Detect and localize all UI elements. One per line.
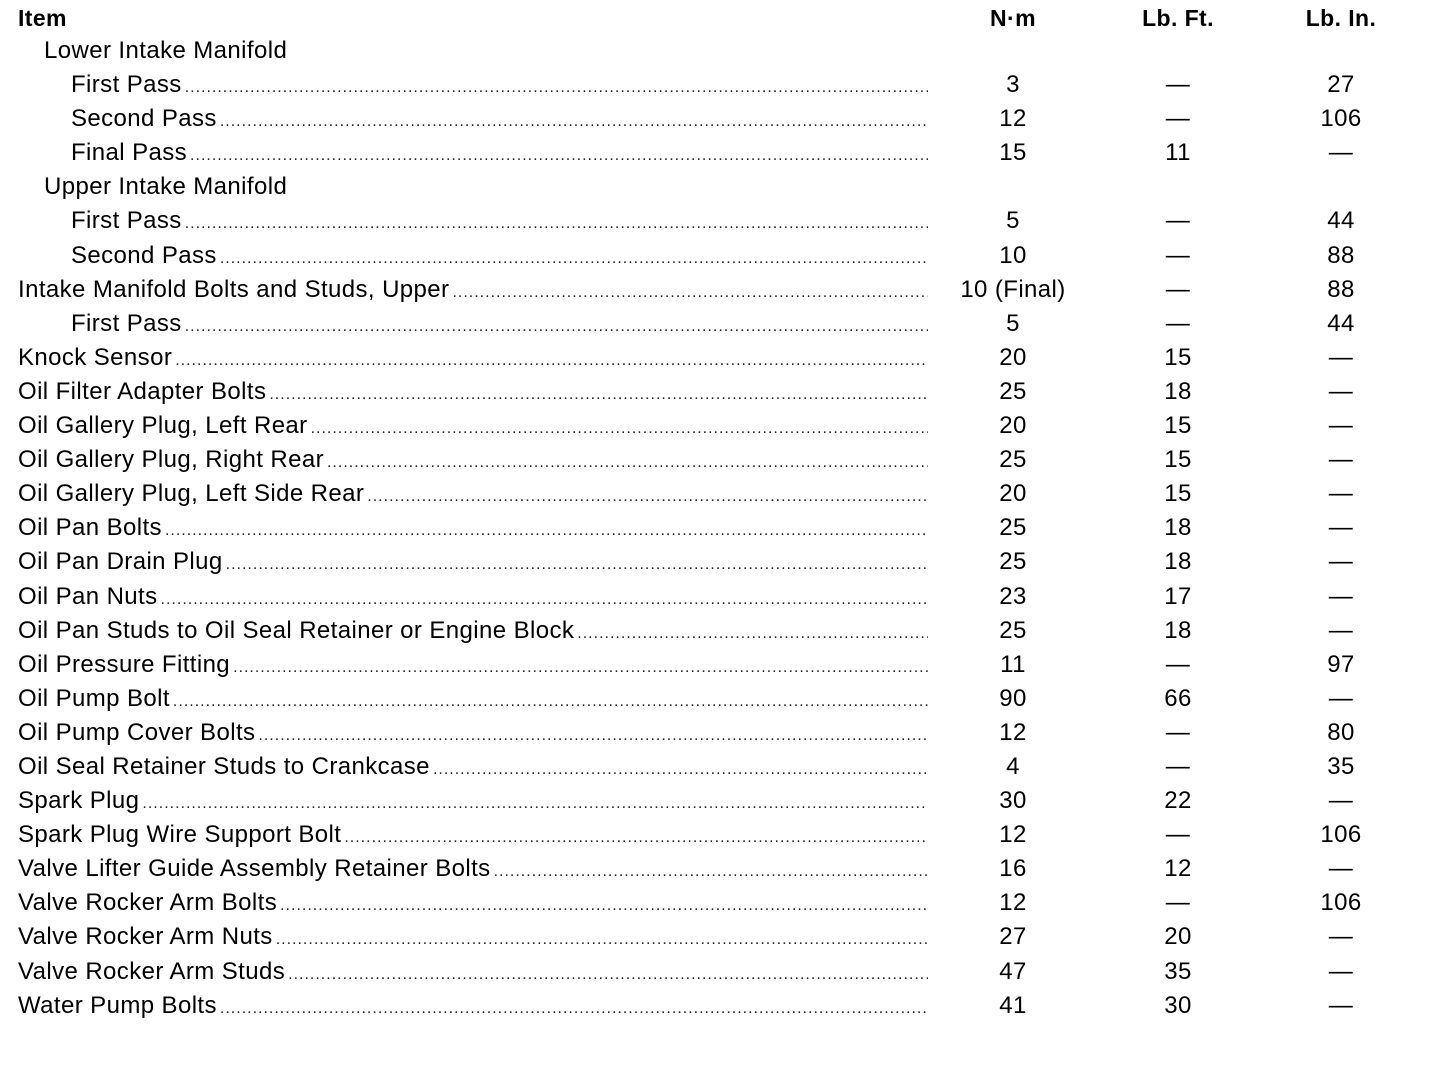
lbft-value: — <box>1165 241 1191 269</box>
lbft-value: 30 <box>1164 991 1192 1019</box>
item-cell <box>18 477 928 514</box>
table-row <box>18 102 1438 136</box>
nm-value: 20 <box>999 343 1027 371</box>
nm-value: 41 <box>999 991 1027 1019</box>
nm-value: 16 <box>999 855 1027 883</box>
item-cell <box>18 682 928 719</box>
lbin-value: — <box>1328 616 1354 644</box>
item-label: Intake Manifold Bolts and Studs, Upper <box>18 275 450 303</box>
dot-leader <box>190 139 928 173</box>
item-cell <box>18 34 928 68</box>
table-row <box>18 580 1438 614</box>
header-item <box>18 2 928 34</box>
lbin-value: — <box>1328 480 1354 508</box>
item-cell <box>18 341 928 378</box>
table-row <box>18 34 1438 68</box>
table-row <box>18 307 1438 341</box>
item-label: Oil Gallery Plug, Left Rear <box>18 412 308 440</box>
dot-leader <box>258 719 928 753</box>
nm-value: 20 <box>999 480 1027 508</box>
lbft-value: — <box>1165 889 1191 917</box>
lbin-value: — <box>1328 343 1354 371</box>
dot-leader <box>165 514 928 548</box>
lbin-value: 27 <box>1327 71 1355 99</box>
nm-value: 27 <box>999 923 1027 951</box>
header-lbft: Lb. Ft. <box>1142 5 1214 31</box>
lbft-value: 15 <box>1164 446 1192 474</box>
lbin-value: 80 <box>1327 718 1355 746</box>
lbft-value: 18 <box>1164 377 1192 405</box>
item-cell <box>18 102 928 139</box>
dot-leader <box>142 787 928 821</box>
lbft-value: — <box>1165 207 1191 235</box>
nm-value: 12 <box>999 821 1027 849</box>
lbft-value: — <box>1165 71 1191 99</box>
nm-value: 4 <box>1006 752 1020 780</box>
dot-leader <box>185 310 928 344</box>
item-cell <box>18 580 928 617</box>
item-label: Oil Gallery Plug, Left Side Rear <box>18 480 365 508</box>
table-row <box>18 170 1438 204</box>
table-row <box>18 443 1438 477</box>
table-row <box>18 716 1438 750</box>
item-cell <box>18 886 928 923</box>
item-cell <box>18 955 928 992</box>
lbin-value: — <box>1328 923 1354 951</box>
nm-value: 25 <box>999 514 1027 542</box>
header-item-label: Item <box>18 5 67 31</box>
nm-value: 20 <box>999 412 1027 440</box>
dot-leader <box>185 207 928 241</box>
nm-value: 25 <box>999 616 1027 644</box>
item-cell <box>18 511 928 548</box>
item-label: Oil Pump Cover Bolts <box>18 718 256 746</box>
item-label: Upper Intake Manifold <box>44 173 288 201</box>
item-label: Second Pass <box>71 241 217 269</box>
item-cell <box>18 716 928 753</box>
dot-leader <box>175 344 928 378</box>
item-label: Oil Seal Retainer Studs to Crankcase <box>18 752 430 780</box>
item-label: First Pass <box>71 71 182 99</box>
item-cell <box>18 750 928 787</box>
table-row <box>18 989 1438 1023</box>
lbft-value: — <box>1165 309 1191 337</box>
item-cell <box>18 204 928 241</box>
dot-leader <box>577 617 928 651</box>
lbin-value: — <box>1328 787 1354 815</box>
item-label: Oil Pan Bolts <box>18 514 162 542</box>
dot-leader <box>185 71 928 105</box>
nm-value: 30 <box>999 787 1027 815</box>
item-cell <box>18 989 928 1026</box>
dot-leader <box>161 583 928 617</box>
item-cell <box>18 648 928 685</box>
item-cell <box>18 307 928 344</box>
item-cell <box>18 68 928 105</box>
table-row <box>18 920 1438 954</box>
dot-leader <box>452 276 928 310</box>
table-row <box>18 682 1438 716</box>
table-row <box>18 614 1438 648</box>
nm-value: 23 <box>999 582 1027 610</box>
dot-leader <box>233 651 928 685</box>
lbin-value: 88 <box>1327 241 1355 269</box>
nm-value: 5 <box>1006 207 1020 235</box>
dot-leader <box>220 992 928 1026</box>
table-row <box>18 511 1438 545</box>
lbft-value: — <box>1165 752 1191 780</box>
dot-leader <box>220 105 928 139</box>
lbin-value: 97 <box>1327 650 1355 678</box>
dot-leader <box>288 958 928 992</box>
item-cell <box>18 443 928 480</box>
item-cell <box>18 614 928 651</box>
lbin-value: — <box>1328 582 1354 610</box>
item-cell <box>18 136 928 173</box>
table-row <box>18 545 1438 579</box>
dot-leader <box>433 753 928 787</box>
item-label: Valve Rocker Arm Nuts <box>18 923 273 951</box>
nm-value: 12 <box>999 718 1027 746</box>
nm-value: 12 <box>999 105 1027 133</box>
lbin-value: — <box>1328 855 1354 883</box>
lbft-value: 18 <box>1164 514 1192 542</box>
dot-leader <box>280 889 928 923</box>
table-row <box>18 648 1438 682</box>
table-header <box>18 2 1438 34</box>
item-label: Lower Intake Manifold <box>44 37 288 64</box>
lbin-value: 44 <box>1327 309 1355 337</box>
table-row <box>18 68 1438 102</box>
item-label: Spark Plug Wire Support Bolt <box>18 821 342 849</box>
table-row <box>18 477 1438 511</box>
nm-value: 25 <box>999 548 1027 576</box>
table-row <box>18 341 1438 375</box>
header-lbin: Lb. In. <box>1305 5 1377 31</box>
lbft-value: 22 <box>1164 787 1192 815</box>
nm-value: 11 <box>1000 650 1026 678</box>
table-row <box>18 375 1438 409</box>
dot-leader <box>367 480 928 514</box>
lbin-value: — <box>1328 991 1354 1019</box>
table-row <box>18 273 1438 307</box>
item-cell <box>18 409 928 446</box>
item-cell <box>18 784 928 821</box>
torque-spec-table <box>18 2 1438 1023</box>
lbft-value: 15 <box>1164 412 1192 440</box>
lbft-value: 35 <box>1164 957 1192 985</box>
lbft-value: 11 <box>1165 139 1191 167</box>
lbin-value: 88 <box>1327 275 1355 303</box>
header-nm: N·m <box>990 5 1036 31</box>
nm-value: 47 <box>999 957 1027 985</box>
item-cell <box>18 920 928 957</box>
item-label: Oil Pump Bolt <box>18 684 170 712</box>
item-cell <box>18 170 928 204</box>
item-cell <box>18 852 928 889</box>
item-label: Oil Pan Drain Plug <box>18 548 223 576</box>
dot-leader <box>494 855 928 889</box>
item-label: Valve Lifter Guide Assembly Retainer Bolts <box>18 855 491 883</box>
dot-leader <box>276 923 928 957</box>
dot-leader <box>344 821 928 855</box>
item-cell <box>18 818 928 855</box>
table-row <box>18 852 1438 886</box>
lbin-value: — <box>1328 514 1354 542</box>
lbin-value: — <box>1328 412 1354 440</box>
lbft-value: 66 <box>1164 684 1192 712</box>
item-label: Second Pass <box>71 105 217 133</box>
table-row <box>18 886 1438 920</box>
table-row <box>18 955 1438 989</box>
lbft-value: — <box>1165 718 1191 746</box>
item-label: Oil Gallery Plug, Right Rear <box>18 446 324 474</box>
item-cell <box>18 273 928 310</box>
lbft-value: 17 <box>1164 582 1192 610</box>
lbft-value: 18 <box>1164 548 1192 576</box>
nm-value: 10 <box>999 241 1027 269</box>
item-label: Water Pump Bolts <box>18 991 217 1019</box>
dot-leader <box>311 412 928 446</box>
table-row <box>18 204 1438 238</box>
item-label: Oil Pan Studs to Oil Seal Retainer or Engine Block <box>18 616 575 644</box>
table-row <box>18 784 1438 818</box>
nm-value: 90 <box>999 684 1027 712</box>
item-label: Oil Pan Nuts <box>18 582 158 610</box>
item-label: Oil Pressure Fitting <box>18 650 231 678</box>
lbin-value: 44 <box>1327 207 1355 235</box>
nm-value: 25 <box>999 446 1027 474</box>
lbft-value: 15 <box>1164 480 1192 508</box>
lbft-value: 15 <box>1164 343 1192 371</box>
lbft-value: 20 <box>1164 923 1192 951</box>
item-label: First Pass <box>71 207 182 235</box>
nm-value: 25 <box>999 377 1027 405</box>
lbft-value: 18 <box>1164 616 1192 644</box>
lbft-value: — <box>1165 105 1191 133</box>
lbin-value: 35 <box>1327 752 1355 780</box>
item-label: First Pass <box>71 309 182 337</box>
nm-value: 5 <box>1006 309 1020 337</box>
lbin-value: — <box>1328 684 1354 712</box>
nm-value: 15 <box>999 139 1027 167</box>
dot-leader <box>220 242 928 276</box>
lbin-value: 106 <box>1320 105 1362 133</box>
item-label: Valve Rocker Arm Studs <box>18 957 286 985</box>
table-row <box>18 409 1438 443</box>
lbft-value: 12 <box>1164 855 1192 883</box>
item-label: Knock Sensor <box>18 343 173 371</box>
nm-value: 12 <box>999 889 1027 917</box>
lbin-value: — <box>1328 139 1354 167</box>
dot-leader <box>226 548 928 582</box>
table-row <box>18 136 1438 170</box>
table-row <box>18 239 1438 273</box>
dot-leader <box>327 446 928 480</box>
nm-value: 10 (Final) <box>960 275 1066 303</box>
lbin-value: 106 <box>1320 889 1362 917</box>
lbin-value: — <box>1328 377 1354 405</box>
nm-value: 3 <box>1006 71 1020 99</box>
item-label: Oil Filter Adapter Bolts <box>18 377 267 405</box>
item-label: Spark Plug <box>18 787 140 815</box>
lbft-value: — <box>1165 821 1191 849</box>
item-cell <box>18 239 928 276</box>
table-body <box>18 34 1438 1023</box>
item-label: Final Pass <box>71 139 188 167</box>
dot-leader <box>269 378 928 412</box>
lbin-value: — <box>1328 548 1354 576</box>
item-cell <box>18 545 928 582</box>
item-label: Valve Rocker Arm Bolts <box>18 889 278 917</box>
dot-leader <box>173 685 928 719</box>
lbin-value: 106 <box>1320 821 1362 849</box>
lbin-value: — <box>1328 957 1354 985</box>
lbft-value: — <box>1165 275 1191 303</box>
item-cell <box>18 375 928 412</box>
lbft-value: — <box>1165 650 1191 678</box>
table-row <box>18 750 1438 784</box>
lbin-value: — <box>1328 446 1354 474</box>
table-row <box>18 818 1438 852</box>
